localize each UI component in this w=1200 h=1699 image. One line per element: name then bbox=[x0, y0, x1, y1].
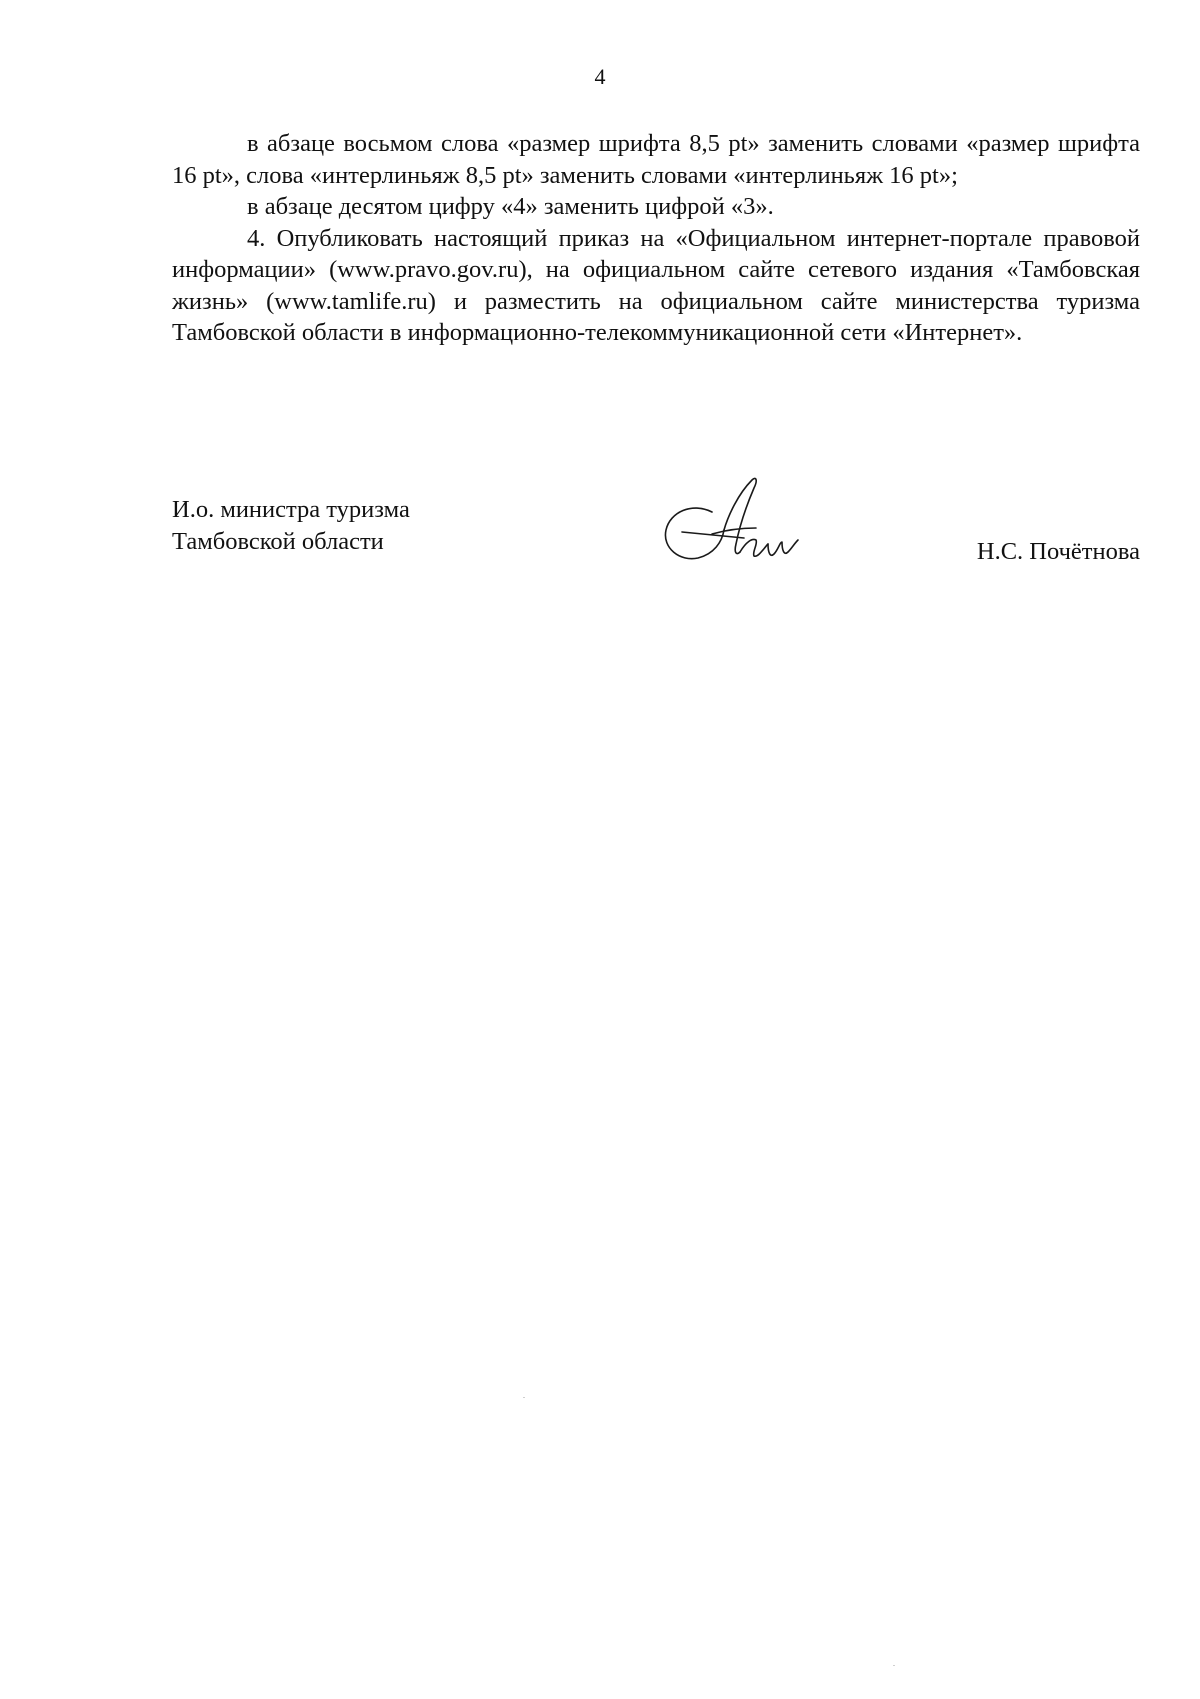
handwritten-signature bbox=[652, 472, 812, 582]
paragraph-digit-amendment: в абзаце десятом цифру «4» заменить цифрой «3». bbox=[247, 193, 774, 220]
signer-name: Н.С. Почётнова bbox=[976, 538, 1140, 565]
signer-title-line-2: Тамбовской области bbox=[172, 527, 384, 555]
paragraph-font-size-amendment: в абзаце восьмом слова «размер шрифта 8,5 pt» заменить словами «размер шрифта 16 pt», слова «интерлиньяж 8,5 pt» заменить словами «интерлиньяж 16 pt»; bbox=[172, 130, 1140, 189]
page-number: 4 bbox=[594, 64, 606, 89]
scan-artifact bbox=[523, 1397, 525, 1398]
paragraph-publication-order: 4. Опубликовать настоящий приказ на «Официальном интернет-портале правовой информации» (www.pravo.gov.ru), на официальном сайте сетевого издания «Тамбовская жизнь» (www.tamlife.ru) и разместить на официальном сайте министерства туризма Тамбовской области в информационно-телекоммуникационной сети «Интернет». bbox=[172, 224, 1140, 346]
signer-title-line-1: И.о. министра туризма bbox=[172, 496, 410, 523]
document-body bbox=[172, 128, 1140, 349]
signature-block bbox=[172, 494, 1140, 594]
scan-artifact bbox=[893, 1665, 895, 1666]
signer-title bbox=[172, 494, 532, 557]
